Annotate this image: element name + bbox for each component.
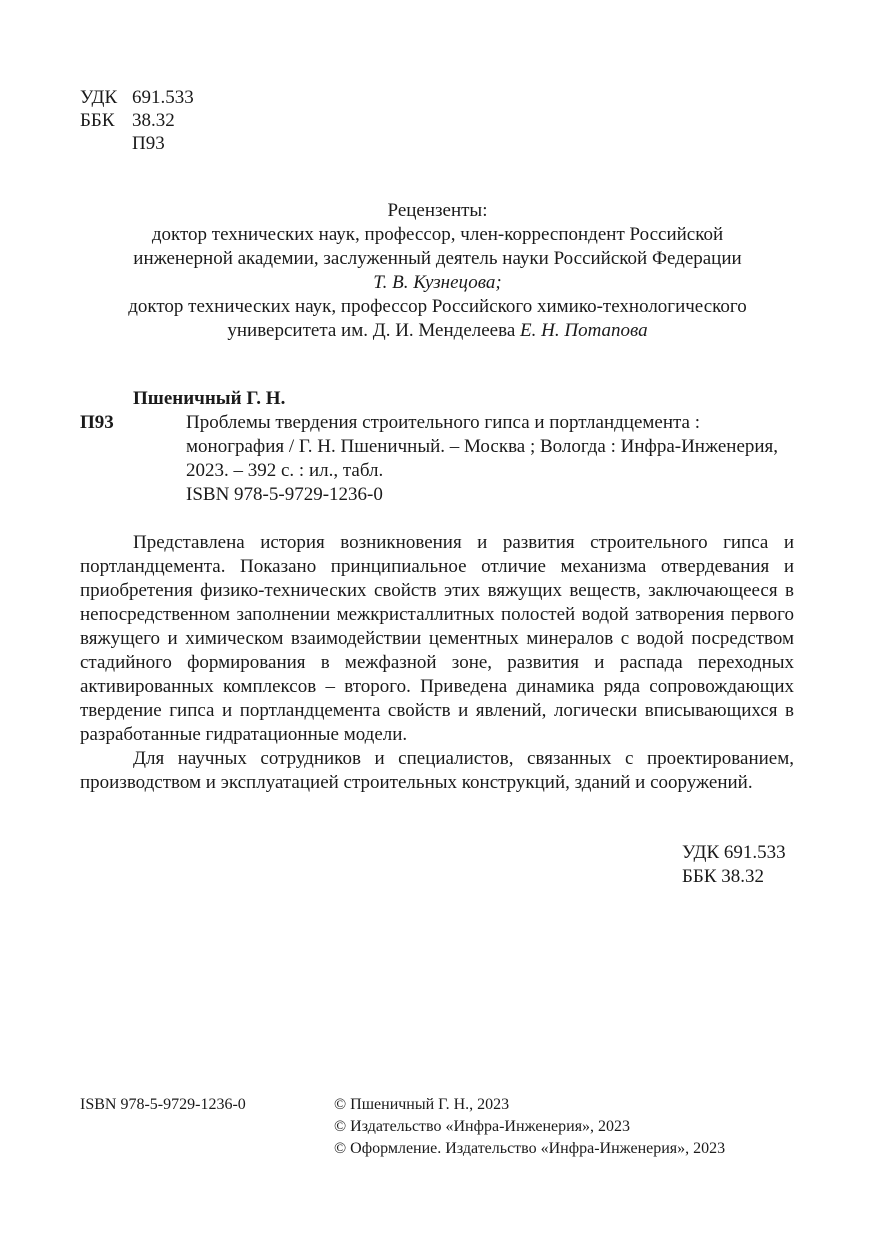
udk-value: 691.533: [132, 87, 194, 108]
reviewer-2-name: Е. Н. Потапова: [520, 320, 648, 341]
reviewer-1-name: Т. В. Кузнецова;: [373, 272, 502, 293]
author-mark: П93: [132, 133, 165, 154]
footer-isbn: ISBN 978-5-9729-1236-0: [80, 1096, 246, 1113]
biblio-entry: [80, 411, 800, 483]
reviewer-1-line-2: инженерной академии, заслуженный деятель науки Российской Федерации: [133, 248, 742, 269]
bbk-label: ББК: [80, 110, 115, 131]
reviewers-heading: Рецензенты:: [387, 200, 488, 221]
udk-label: УДК: [80, 87, 118, 108]
udk-bottom: УДК 691.533: [682, 842, 786, 863]
reviewer-2-line-2: университета им. Д. И. Менделеева: [227, 320, 516, 341]
copyrights: [334, 1094, 725, 1160]
bbk-value: 38.32: [132, 110, 175, 131]
biblio-description: Проблемы твердения строительного гипса и портландцемента : монография / Г. Н. Пшеничный. – Москва ; Вологда : Инфра-Инженерия, 2023. – 392 с. : ил., табл.: [186, 412, 779, 481]
bibliographic-record: [80, 387, 800, 507]
biblio-isbn: ISBN 978-5-9729-1236-0: [186, 484, 383, 505]
bbk-bottom: ББК 38.32: [682, 866, 764, 887]
bbk-row: [80, 109, 194, 132]
abstract-paragraph-1: Представлена история возникновения и развития строительного гипса и портландцемента. Показано принципиальное отличие механизма отвердевания и приобретения физико-технических свойств этих вяжущих веществ, заключающееся в непосредственном заполнении межкристаллитных полостей водой затворения первого вяжущего и химическом взаимодействии цементных минералов с водой посредством стадийного формирования в межфазной зоне, развития и распада переходных активированных комплексов – второго. Приведена динамика ряда сопровождающих твердение гипса и портландцемента свойств и явлений, логически вписывающихся в разработанные гидратационные модели.: [80, 532, 794, 745]
reviewer-2-line-1: доктор технических наук, профессор Российского химико-технологического: [128, 296, 747, 317]
copyright-design: © Оформление. Издательство «Инфра-Инженерия», 2023: [334, 1140, 726, 1157]
abstract-paragraph-2: Для научных сотрудников и специалистов, связанных с проектированием, производством и эксплуатацией строительных конструкций, зданий и сооружений.: [80, 748, 794, 793]
udk-row: [80, 86, 194, 109]
reviewer-1-line-1: доктор технических наук, профессор, член-корреспондент Российской: [151, 224, 724, 245]
reviewers-block: [60, 199, 815, 343]
biblio-sign: П93: [80, 412, 114, 433]
classification-bottom: [682, 841, 786, 889]
copyright-author: © Пшеничный Г. Н., 2023: [334, 1096, 510, 1113]
copyright-publisher: © Издательство «Инфра-Инженерия», 2023: [334, 1118, 631, 1135]
abstract: [80, 531, 794, 795]
biblio-author: Пшеничный Г. Н.: [133, 388, 286, 409]
reviewer-2-line-2-wrap: [60, 319, 815, 343]
classification-top: [80, 86, 194, 155]
